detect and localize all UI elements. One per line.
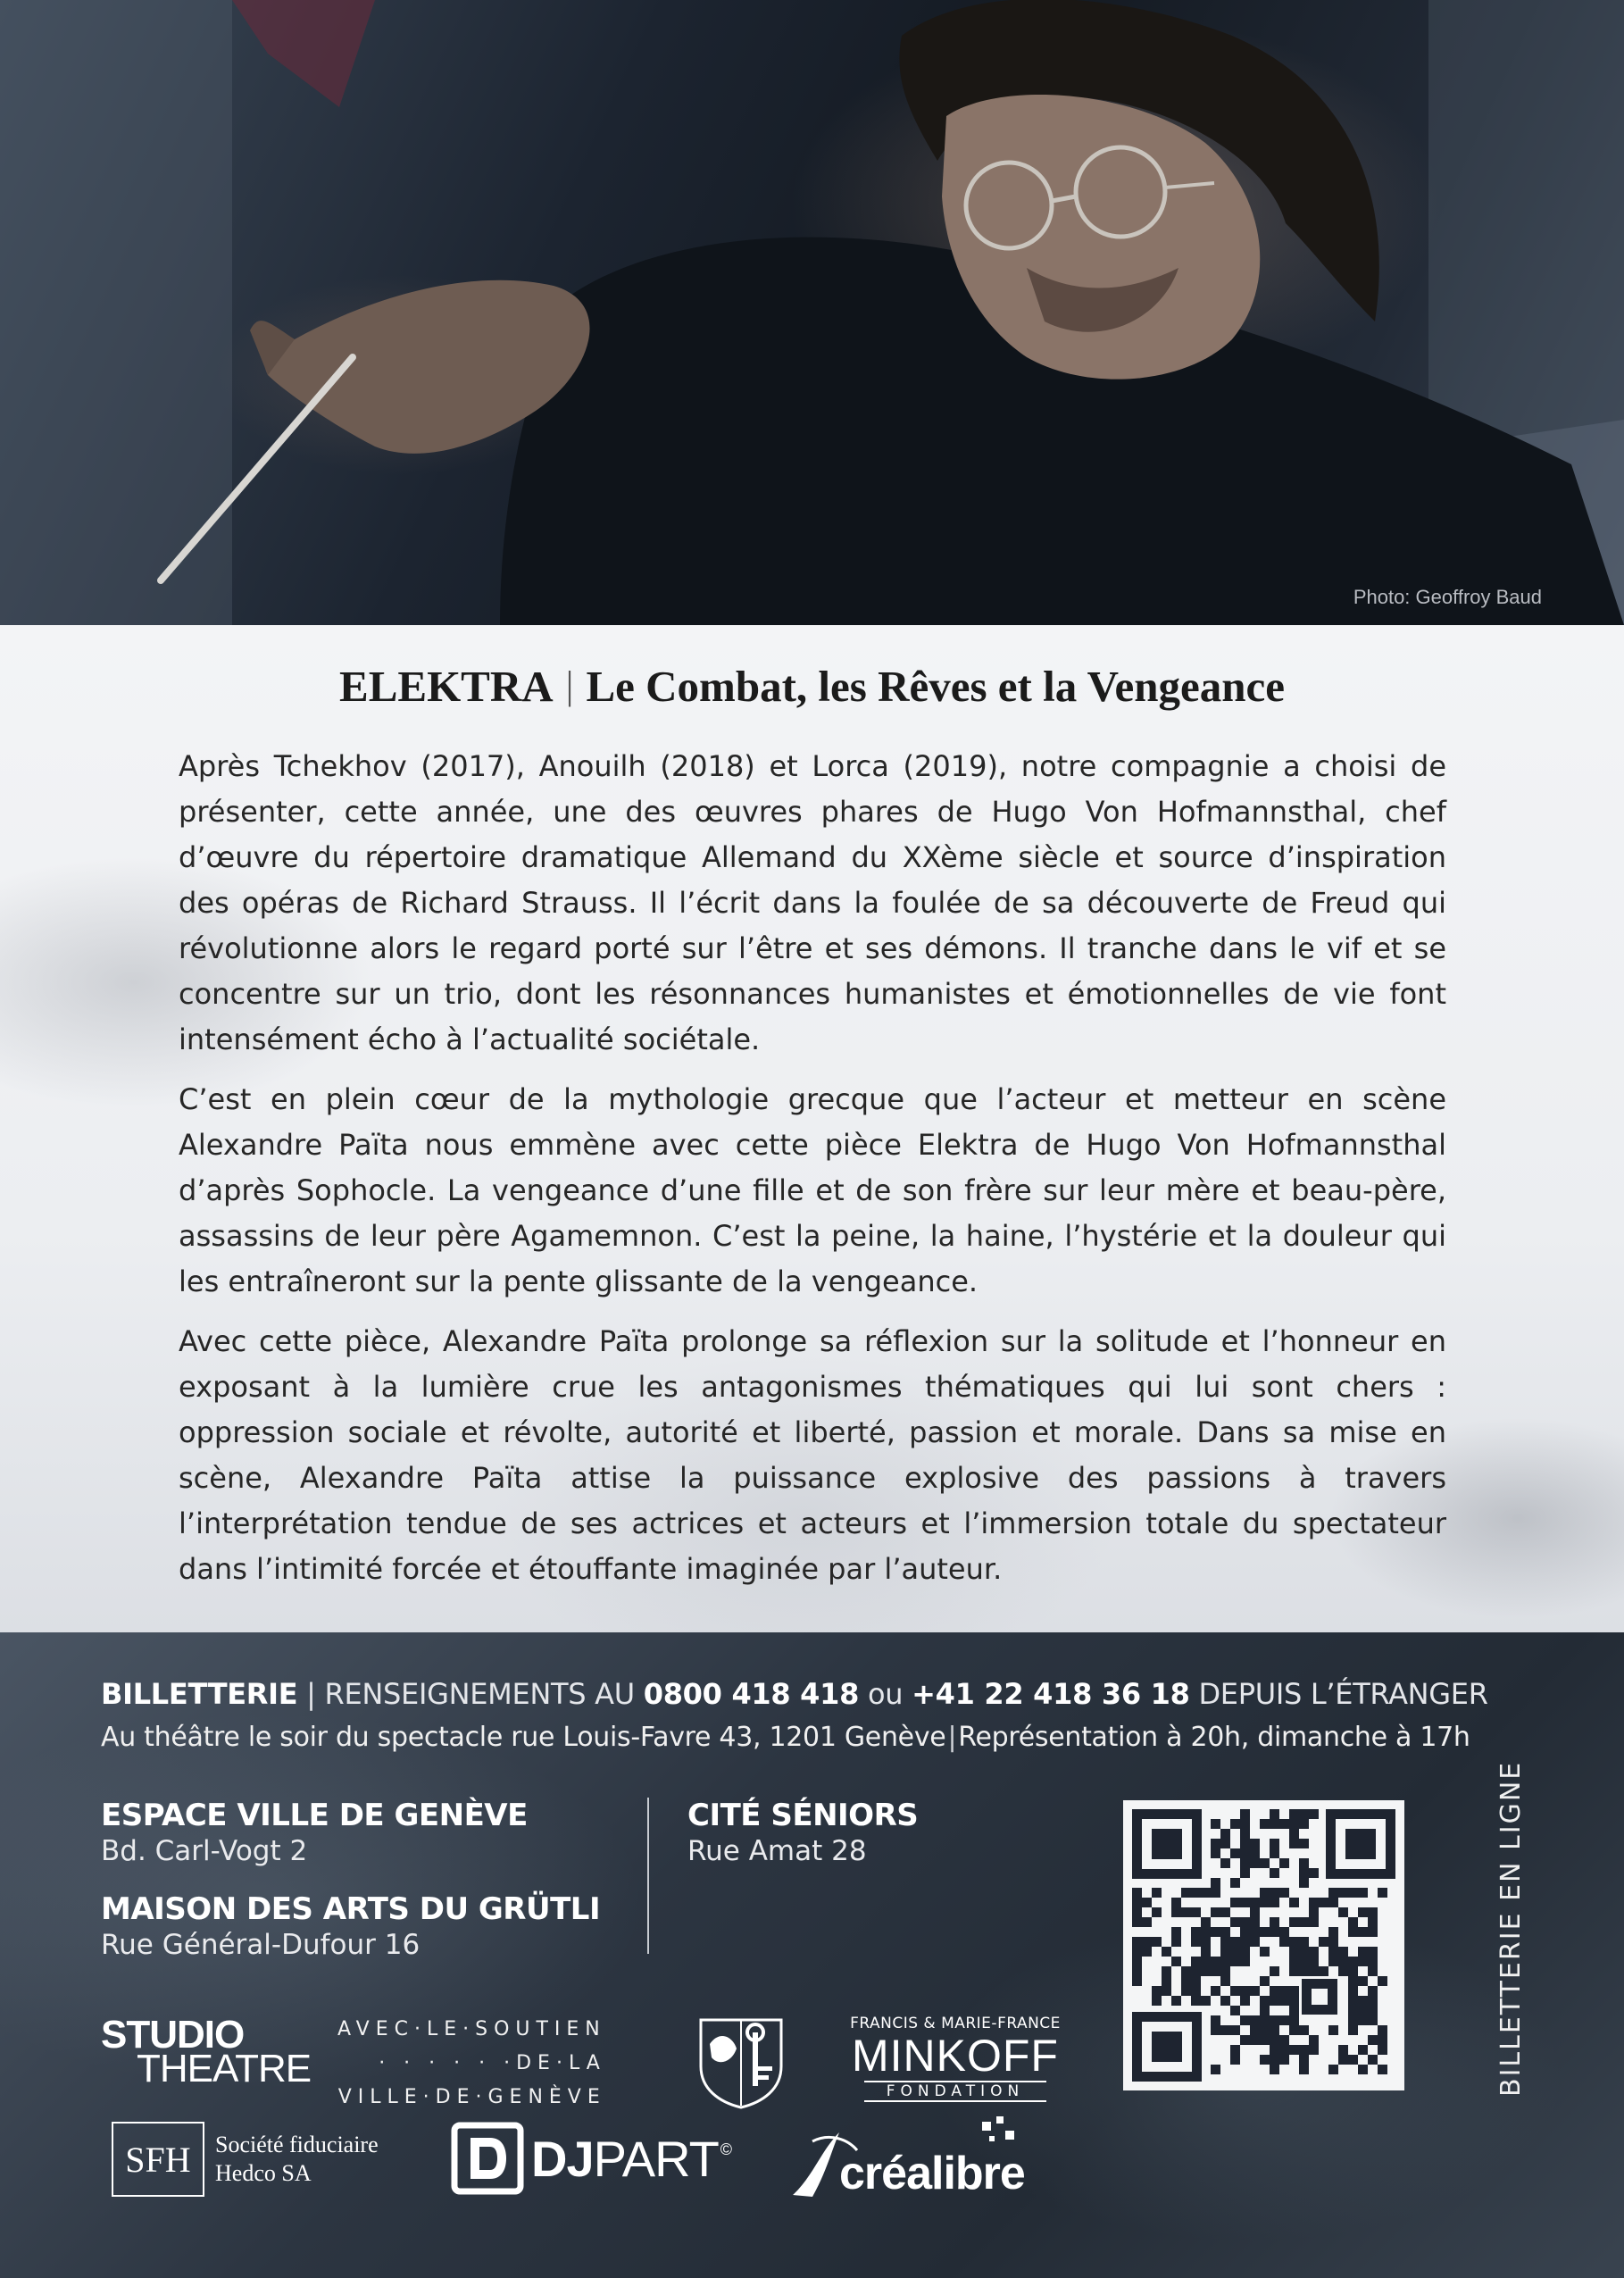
location-espace-ville <box>101 1798 528 1867</box>
page-title <box>0 661 1624 712</box>
studio-logo-line1: STUDIO <box>101 2013 245 2057</box>
photo-credit: Photo: Geoffroy Baud <box>1353 586 1542 608</box>
or-text: ou <box>867 1677 904 1711</box>
djpart-text-b: PART <box>593 2130 719 2187</box>
soutien-line: AVEC·LE·SOUTIEN <box>337 2018 606 2040</box>
sfh-hedco-logo <box>112 2122 379 2197</box>
venue-info: Au théâtre le soir du spectacle rue Louis-Favre 43, 1201 Genève <box>101 1722 946 1753</box>
crealibre-text: créalibre <box>839 2148 1025 2199</box>
location-address: Bd. Carl-Vogt 2 <box>101 1835 308 1867</box>
description-text <box>179 744 1446 1606</box>
crealibre-logo <box>786 2115 1076 2204</box>
venue-line <box>101 1722 1470 1753</box>
studio-theatre-logo <box>101 2013 312 2090</box>
location-address: Rue Amat 28 <box>687 1835 867 1867</box>
ticketing-phone-line <box>101 1677 1488 1711</box>
djpart-text <box>531 2130 731 2188</box>
ticketing-footer <box>0 1632 1624 2278</box>
abroad-label: DEPUIS L’ÉTRANGER <box>1198 1677 1488 1711</box>
minkoff-foundation-logo <box>846 2015 1064 2102</box>
location-maison-arts <box>101 1891 600 1961</box>
title-separator: | <box>565 663 574 707</box>
sfh-line1: Société fiduciaire <box>215 2132 379 2157</box>
location-name: ESPACE VILLE DE GENÈVE <box>101 1798 528 1833</box>
description-section <box>0 625 1624 1632</box>
djpart-text-a: DJ <box>531 2130 594 2187</box>
separator: | <box>306 1677 316 1711</box>
title-subtitle: Le Combat, les Rêves et la Vengeance <box>586 662 1285 711</box>
djpart-mark-icon <box>451 2122 524 2195</box>
qr-code-icon <box>1123 1800 1404 2090</box>
paragraph: Après Tchekhov (2017), Anouilh (2018) et Lorca (2019), notre compagnie a choisi de présenter, cette année, une des œuvres phares de Hugo Von Hofmannsthal, chef d’œuvre du répertoire dramatique Allemand du XXème siècle et source d’inspiration des opéras de Richard Strauss. Il l’écrit dans la foulée de sa découverte de Freud qui révolutionne alors le regard porté sur l’être et ses démons. Il tranche dans le vif et se concentre sur un trio, dont les résonnances humanistes et émotionnelles de vie font intensément écho à l’actualité sociétale. <box>179 749 1446 1056</box>
ville-geneve-support-text <box>337 2013 606 2115</box>
sfh-text <box>215 2131 379 2188</box>
location-address: Rue Général-Dufour 16 <box>101 1929 421 1961</box>
sfh-mark: SFH <box>112 2122 204 2197</box>
minkoff-fondation: FONDATION <box>864 2081 1046 2102</box>
djpart-logo <box>451 2122 731 2195</box>
location-name: CITÉ SÉNIORS <box>687 1798 919 1833</box>
minkoff-top: FRANCIS & MARIE-FRANCE <box>850 2015 1061 2032</box>
sfh-line2: Hedco SA <box>215 2160 312 2186</box>
soutien-line: · · · · · ·DE·LA <box>379 2052 606 2074</box>
separator: | <box>947 1722 957 1753</box>
paragraph: C’est en plein cœur de la mythologie grecque que l’acteur et metteur en scène Alexandre Païta nous emmène avec cette pièce Elektra de Hugo Von Hofmannsthal d’après Sophocle. La vengeance d’une fille et de son frère sur leur mère et beau-père, assassins de leur père Agamemnon. C’est la peine, la haine, l’hystérie et la douleur qui les entraîneront sur la pente glissante de la vengeance. <box>179 1082 1446 1298</box>
paragraph: Avec cette pièce, Alexandre Païta prolonge sa réflexion sur la solitude et l’honneur en exposant à la lumière crue les antagonismes thématiques qui lui sont chers : oppression sociale et révolte, autorité et liberté, passion et morale. Dans sa mise en scène, Alexandre Païta attise la puissance explosive des passions à travers l’interprétation tendue de ses actrices et acteurs et l’immersion totale du spectateur dans l’intimité forcée et étouffante imaginée par l’auteur. <box>179 1324 1446 1586</box>
geneve-coat-of-arms-icon <box>692 2013 790 2111</box>
phone-local[interactable]: 0800 418 418 <box>643 1677 860 1711</box>
hero-photo <box>0 0 1624 625</box>
minkoff-name: MINKOFF <box>852 2031 1059 2081</box>
studio-logo-line2: THEATRE <box>137 2047 312 2090</box>
online-ticketing-label[interactable]: BILLETTERIE EN LIGNE <box>1495 1760 1527 2097</box>
billetterie-label: BILLETTERIE <box>101 1677 298 1711</box>
vertical-divider <box>647 1798 649 1954</box>
hero-photo-illustration <box>0 0 1624 625</box>
location-cite-seniors <box>687 1798 918 1867</box>
location-name: MAISON DES ARTS DU GRÜTLI <box>101 1891 601 1927</box>
djpart-reg: © <box>720 2140 732 2158</box>
renseignements-label: RENSEIGNEMENTS AU <box>324 1677 635 1711</box>
qr-code[interactable] <box>1123 1800 1404 2090</box>
phone-international[interactable]: +41 22 418 36 18 <box>912 1677 1190 1711</box>
title-main: ELEKTRA <box>339 662 554 711</box>
soutien-line: VILLE·DE·GENÈVE <box>337 2086 606 2108</box>
showtime-info: Représentation à 20h, dimanche à 17h <box>958 1722 1470 1753</box>
